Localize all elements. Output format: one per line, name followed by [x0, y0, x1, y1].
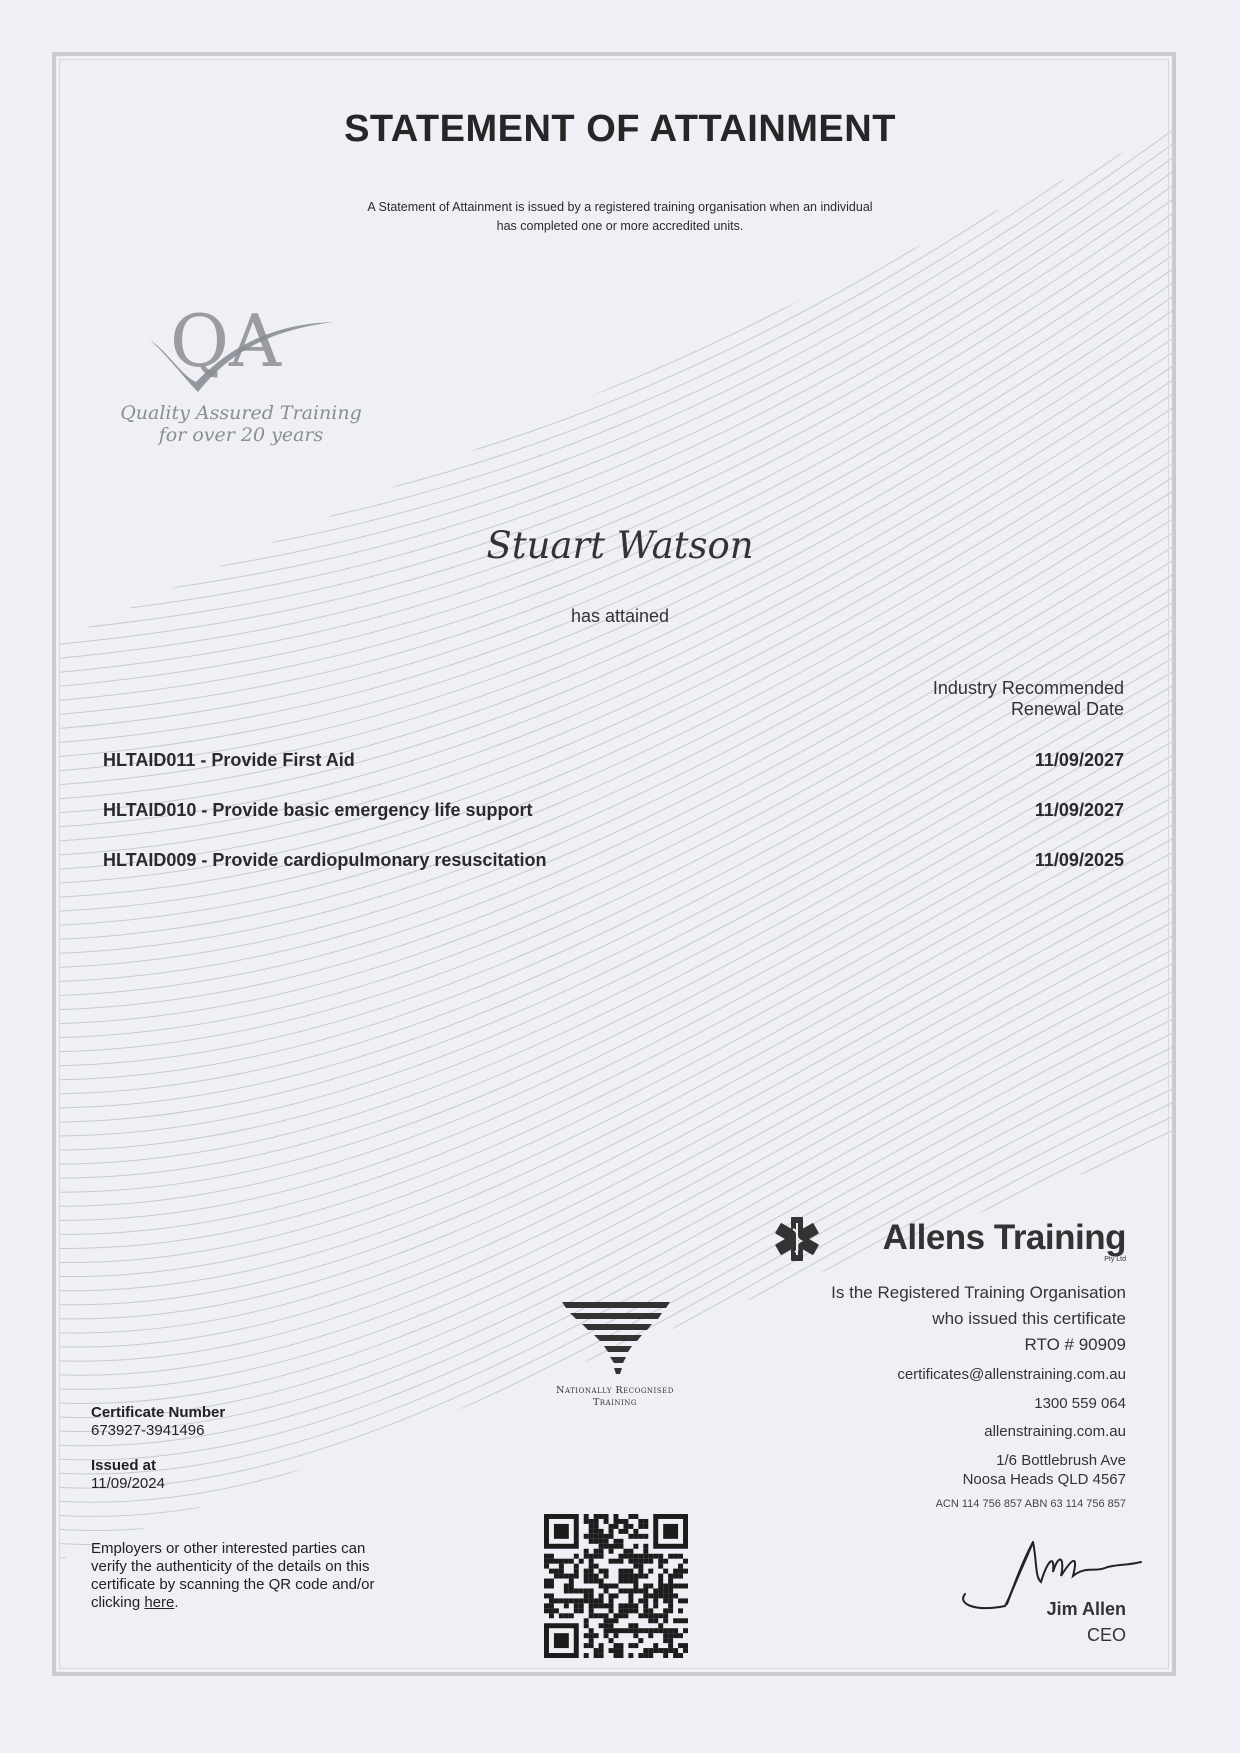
qr-code[interactable] — [544, 1514, 688, 1658]
address-line-2: Noosa Heads QLD 4567 — [962, 1471, 1126, 1488]
organisation-suffix: Pty Ltd — [1104, 1256, 1126, 1263]
renewal-date-header — [864, 678, 1124, 720]
verification-note — [91, 1540, 381, 1612]
rto-number: RTO # 90909 — [1024, 1335, 1126, 1354]
unit-renewal-date: 11/09/2027 — [1034, 800, 1124, 820]
signatory — [926, 1596, 1126, 1648]
organisation-email[interactable]: certificates@allenstraining.com.au — [897, 1366, 1126, 1383]
recipient-name: Stuart Watson — [486, 524, 754, 567]
document-title: STATEMENT OF ATTAINMENT — [344, 108, 896, 150]
nrt-line-2: Training — [592, 1397, 638, 1408]
document-subtitle — [320, 198, 920, 236]
qa-check-logo — [148, 290, 338, 402]
star-of-life-icon — [772, 1216, 822, 1262]
organisation-website[interactable]: allenstraining.com.au — [984, 1423, 1126, 1440]
unit-row — [103, 800, 1124, 826]
subtitle-line-1: A Statement of Attainment is issued by a registered training organisation when an individual — [367, 200, 873, 214]
unit-title: HLTAID010 - Provide basic emergency life support — [103, 800, 533, 820]
nrt-caption — [520, 1385, 710, 1409]
issued-date: 11/09/2024 — [91, 1475, 165, 1492]
certificate-number: 673927-3941496 — [91, 1422, 205, 1439]
address-line-1: 1/6 Bottlebrush Ave — [996, 1452, 1126, 1469]
nrt-line-1: Nationally Recognised — [556, 1385, 674, 1396]
unit-row — [103, 750, 1124, 776]
acn-abn: ACN 114 756 857 ABN 63 114 756 857 — [935, 1498, 1126, 1510]
organisation-name: Allens Training — [882, 1218, 1126, 1257]
unit-title: HLTAID009 - Provide cardiopulmonary resuscitation — [103, 850, 547, 870]
unit-title: HLTAID011 - Provide First Aid — [103, 750, 355, 770]
organisation-phone: 1300 559 064 — [1034, 1395, 1126, 1412]
verify-here-link[interactable]: here — [144, 1594, 175, 1611]
verification-text: Employers or other interested parties can verify the authenticity of the details on this certificate by scanning the QR code and/or clicking — [91, 1540, 375, 1611]
unit-renewal-date: 11/09/2025 — [1034, 850, 1124, 870]
organisation-brand — [882, 1218, 1126, 1263]
qa-tagline-line-1: Quality Assured Training — [120, 402, 362, 424]
signatory-role: CEO — [1086, 1625, 1126, 1645]
renewal-header-line-1: Industry Recommended — [932, 678, 1124, 698]
qa-tagline — [96, 402, 386, 446]
nrt-triangle-logo — [562, 1302, 670, 1380]
issued-at-label: Issued at — [91, 1457, 157, 1474]
subtitle-line-2: has completed one or more accredited units. — [496, 219, 744, 233]
rto-line-1: Is the Registered Training Organisation — [831, 1283, 1126, 1302]
unit-renewal-date: 11/09/2027 — [1034, 750, 1124, 770]
unit-row — [103, 850, 1124, 876]
verification-end: . — [174, 1594, 179, 1611]
attained-text: has attained — [570, 606, 670, 626]
qa-logo-mark: QA — [170, 299, 282, 383]
rto-line-2: who issued this certificate — [932, 1309, 1126, 1328]
rto-statement — [746, 1280, 1126, 1358]
renewal-header-line-2: Renewal Date — [1010, 699, 1124, 719]
organisation-address — [746, 1451, 1126, 1489]
signatory-name: Jim Allen — [1046, 1599, 1126, 1619]
certificate-number-label: Certificate Number — [91, 1404, 226, 1421]
qa-tagline-line-2: for over 20 years — [158, 424, 324, 446]
